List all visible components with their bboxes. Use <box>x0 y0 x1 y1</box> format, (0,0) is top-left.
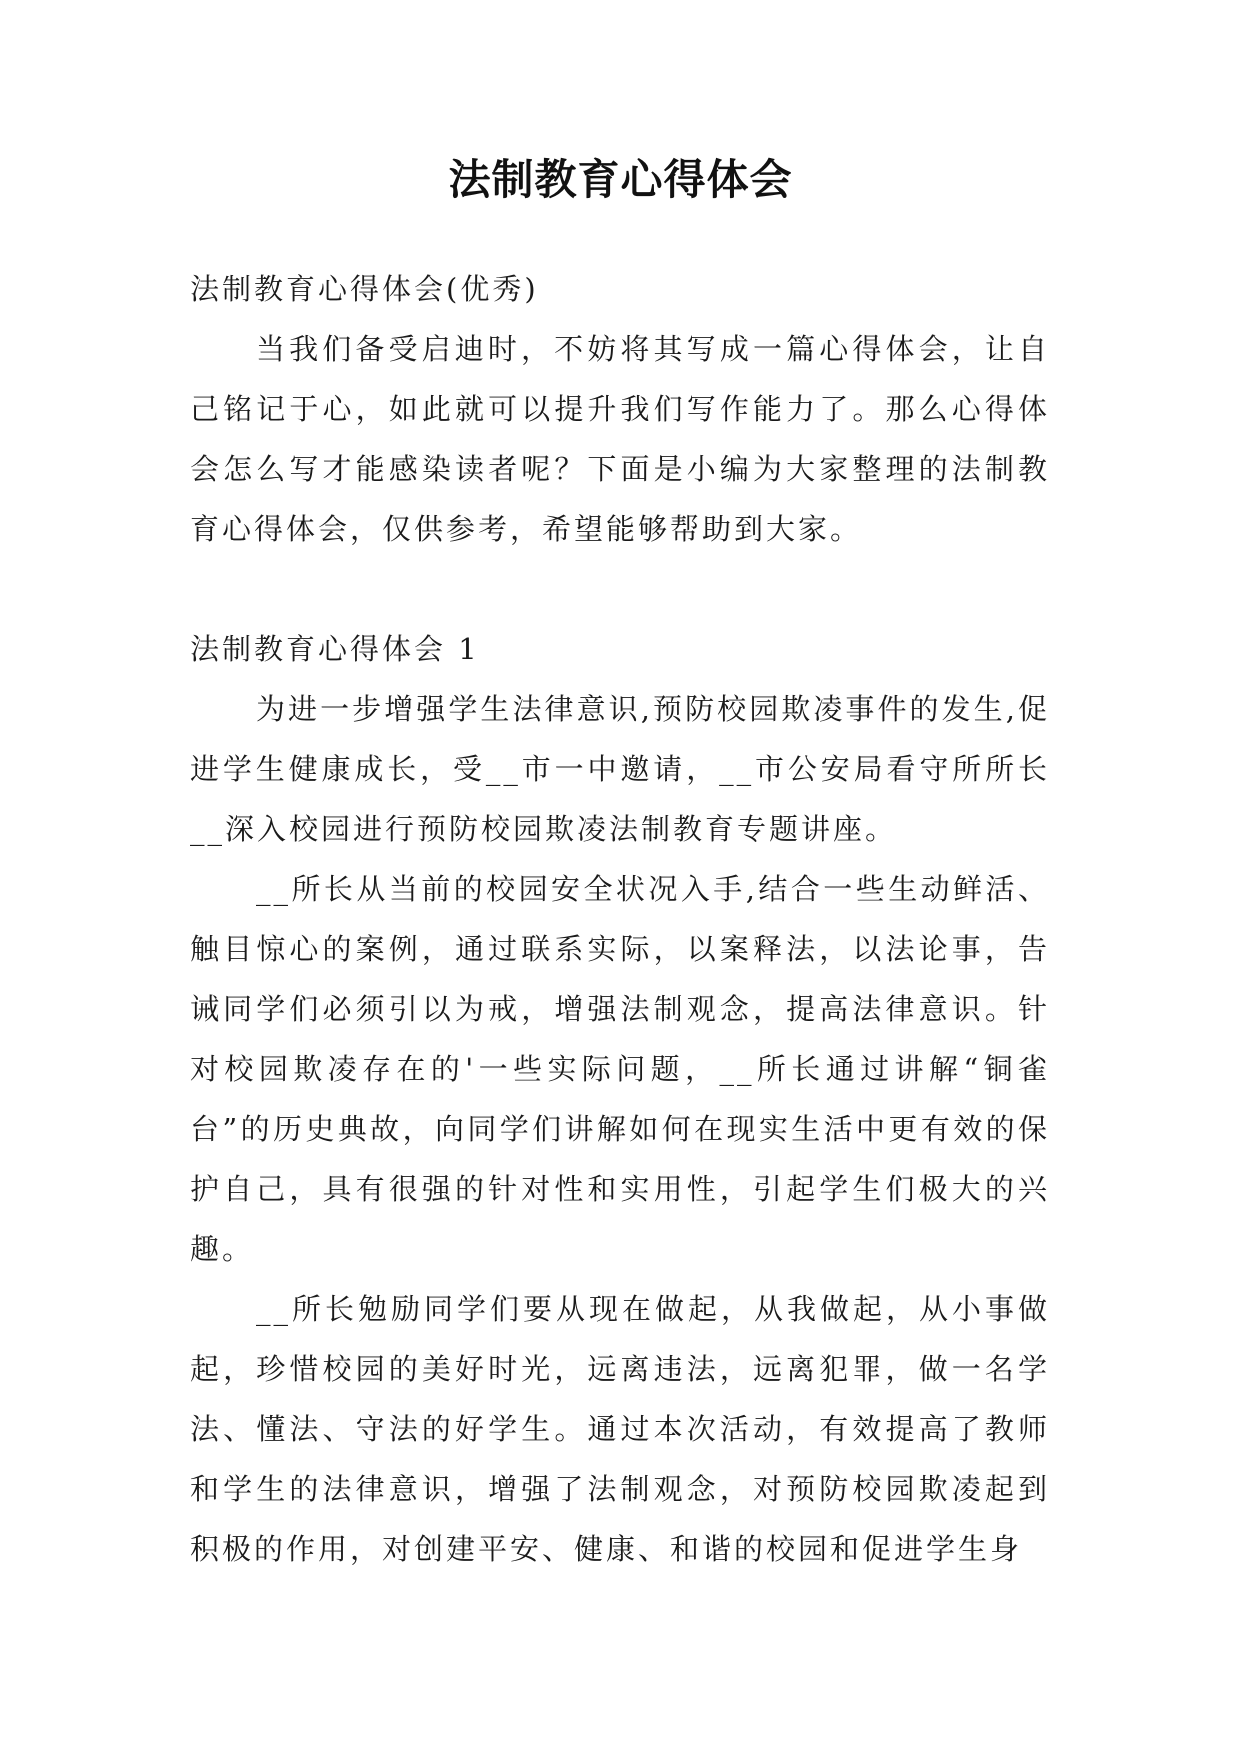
section-spacer <box>190 559 1050 619</box>
body-paragraph: __所长从当前的校园安全状况入手,结合一些生动鲜活、触目惊心的案例，通过联系实际，以案释法，以法论事，告诫同学们必须引以为戒，增强法制观念，提高法律意识。针对校园欺凌存在的'一些实际问题，__所长通过讲解“铜雀台”的历史典故，向同学们讲解如何在现实生活中更有效的保护自己，具有很强的针对性和实用性，引起学生们极大的兴趣。 <box>190 872 1050 1266</box>
intro-paragraph: 当我们备受启迪时，不妨将其写成一篇心得体会，让自己铭记于心，如此就可以提升我们写作能力了。那么心得体会怎么写才能感染读者呢？下面是小编为大家整理的法制教育心得体会，仅供参考，希望能够帮助到大家。 <box>190 332 1050 546</box>
document-body <box>190 259 1050 1579</box>
document-subtitle: 法制教育心得体会(优秀) <box>190 272 539 306</box>
body-paragraph: __所长勉励同学们要从现在做起，从我做起，从小事做起，珍惜校园的美好时光，远离违法，远离犯罪，做一名学法、懂法、守法的好学生。通过本次活动，有效提高了教师和学生的法律意识，增强了法制观念，对预防校园欺凌起到积极的作用，对创建平安、健康、和谐的校园和促进学生身 <box>190 1292 1050 1566</box>
body-paragraph: 为进一步增强学生法律意识,预防校园欺凌事件的发生,促进学生健康成长，受__市一中邀请，__市公安局看守所所长__深入校园进行预防校园欺凌法制教育专题讲座。 <box>190 692 1050 846</box>
document-title: 法制教育心得体会 <box>448 155 793 204</box>
section-heading: 法制教育心得体会 1 <box>190 632 480 666</box>
